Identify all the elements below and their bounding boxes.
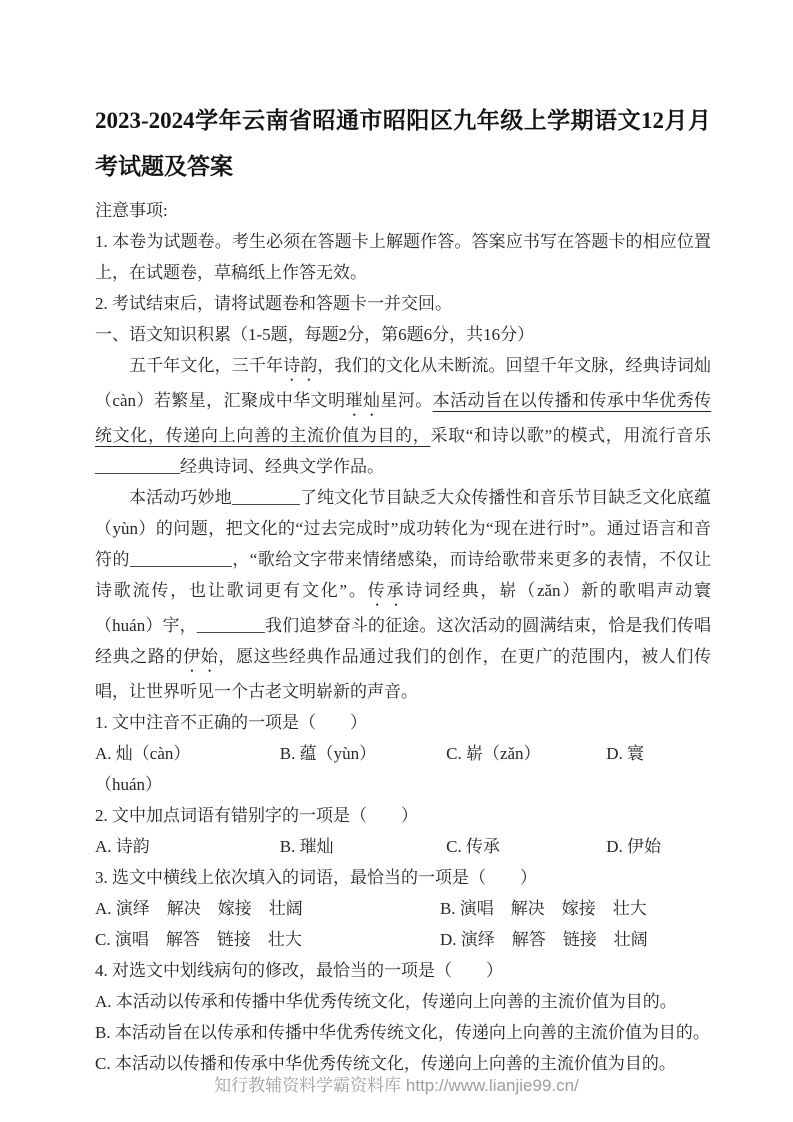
emphasized-word-cuican: 璀灿 (345, 391, 381, 410)
notice-label: 注意事项: (95, 201, 168, 220)
document-title: 2023-2024学年云南省昭通市昭阳区九年级上学期语文12月月考试题及答案 (95, 108, 711, 179)
question-2-options (95, 831, 711, 862)
q1-option-b: B. 蕴（yùn） (279, 744, 377, 763)
blank-line: ________ (196, 616, 265, 635)
q2-option-b: B. 璀灿 (279, 837, 334, 856)
blank-line: ____________ (129, 550, 232, 569)
underlined-sentence: 本活动旨在以传播和传承中华优秀传统文化，传递向上向善的主流价值为目的， (95, 391, 712, 445)
q3-option-b: B. 演唱 解决 嫁接 壮大 (439, 899, 647, 918)
question-4-stem: 4. 对选文中划线病句的修改，最恰当的一项是（ ） (95, 961, 503, 980)
q2-option-d: D. 伊始 (606, 837, 662, 856)
blank-line: ________ (231, 488, 300, 507)
question-1-options (95, 738, 711, 769)
text-segment: 本活动巧妙地 (129, 488, 232, 507)
passage-paragraph-2 (95, 482, 711, 707)
emphasized-word-yishi: 伊始 (183, 647, 219, 666)
q4-option-c: C. 本活动以传播和传承中华优秀传统文化，传递向上向善的主流价值为目的。 (95, 1054, 676, 1073)
passage-paragraph-1 (95, 350, 711, 482)
question-1-stem: 1. 文中注音不正确的一项是（ ） (95, 713, 367, 732)
q1-option-a: A. 灿（càn） (95, 744, 191, 763)
q4-option-a: A. 本活动以传承和传播中华优秀传统文化，传递向上向善的主流价值为目的。 (95, 992, 677, 1011)
emphasized-word-shiyun: 诗韵 (283, 356, 318, 375)
q1-option-d: D. 寰 (606, 744, 645, 763)
q4-option-b: B. 本活动旨在以传承和传播中华优秀传统文化，传递向上向善的主流价值为目的。 (95, 1023, 710, 1042)
question-2-stem: 2. 文中加点词语有错别字的一项是（ ） (95, 806, 418, 825)
q3-option-d: D. 演绎 解答 链接 壮阔 (439, 930, 648, 949)
text-segment: 诗词经典，崭（zǎn）新的歌唱声动寰（huán）宇， (95, 581, 712, 635)
text-segment: ，我们的文化从未断流。回望千年文脉，经典诗词灿（càn）若繁星，汇聚成中华文明 (95, 356, 712, 410)
text-segment: 经典诗词、经典文学作品。 (180, 457, 384, 476)
q3-option-c: C. 演唱 解答 链接 壮大 (95, 930, 302, 949)
notice-item-1: 1. 本卷为试题卷。考生必须在答题卡上解题作答。答案应书写在答题卡的相应位置上，在试题卷，草稿纸上作答无效。 (95, 232, 711, 282)
section-heading: 一、语文知识积累（1-5题，每题2分，第6题6分，共16分） (95, 325, 535, 344)
q1-option-d-continuation: （huán） (95, 775, 163, 794)
text-segment: 我们追梦奋斗的征途。这次活动的圆满结束，恰是我们传唱经典之路的 (95, 616, 712, 666)
notice-item-2: 2. 考试结束后，请将试题卷和答题卡一并交回。 (95, 294, 452, 313)
text-segment: 五千年文化，三千年 (129, 356, 284, 375)
emphasized-word-chuancheng: 传承 (367, 581, 406, 600)
question-3-options-row-1 (95, 893, 711, 924)
q3-option-a: A. 演绎 解决 嫁接 壮阔 (95, 899, 303, 918)
question-3-stem: 3. 选文中横线上依次填入的词语，最恰当的一项是（ ） (95, 868, 537, 887)
blank-line: __________ (95, 457, 180, 476)
page-footer: 知行教辅资料学霸资料库 http://www.lianjie99.cn/ (214, 1076, 579, 1095)
text-segment: ，“歌给文字带来情绪感染，而诗给歌带来更多的表情，不仅让诗歌流传，也让歌词更有文化”。 (95, 550, 712, 600)
text-segment: ，愿这些经典作品通过我们的创作，在更广的范围内，被人们传唱，让世界听见一个古老文明崭新的声音。 (95, 647, 712, 701)
text-segment: 了纯文化节目缺乏大众传播性和音乐节目缺乏文化底蕴（yùn）的问题，把文化的“过去完成时”成功转化为“现在进行时”。通过语言和音符的 (95, 488, 712, 569)
q2-option-c: C. 传承 (446, 837, 500, 856)
q1-option-c: C. 崭（zǎn） (446, 744, 541, 763)
text-segment: 星河。 (380, 391, 433, 410)
text-segment: 采取“和诗以歌”的模式，用流行音乐 (430, 426, 711, 445)
question-3-options-row-2 (95, 924, 711, 955)
q2-option-a: A. 诗韵 (95, 837, 150, 856)
